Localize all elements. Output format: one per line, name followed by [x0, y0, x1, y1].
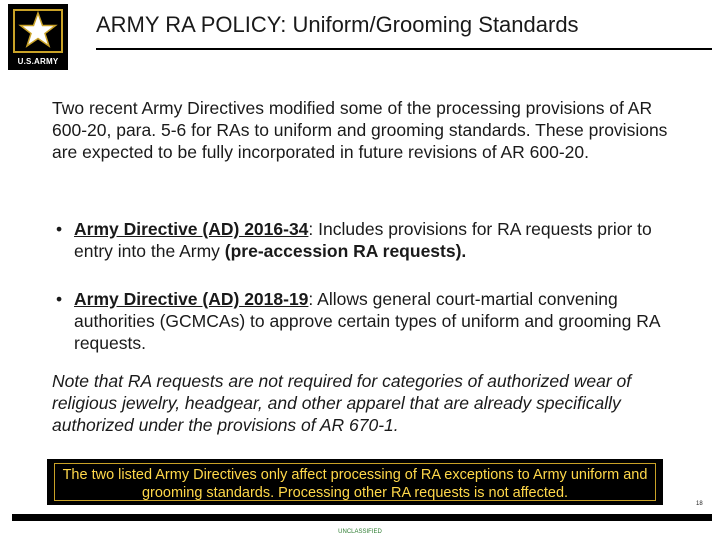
- page-title: ARMY RA POLICY: Uniform/Grooming Standards: [96, 12, 579, 37]
- footer-bar: [12, 514, 712, 521]
- star-icon: [15, 7, 61, 53]
- directive-reference: Army Directive (AD) 2016-34: [74, 219, 309, 239]
- bullet-body: : Includes provisions for RA requests prior to entry into the Army: [74, 219, 652, 261]
- bullet-text: [52, 218, 682, 262]
- bullet-item: [52, 288, 682, 354]
- bullet-text: [52, 288, 682, 354]
- bullet-item: [52, 218, 682, 262]
- logo-text: U.S.ARMY: [17, 57, 59, 66]
- note-paragraph: Note that RA requests are not required for categories of authorized wear of religious jewelry, headgear, and other apparel that are already specifically authorized under the provisions of AR 670-1.: [52, 371, 632, 435]
- army-logo: [8, 4, 68, 70]
- page-number: 18: [696, 501, 703, 507]
- bullet-emphasis: (pre-accession RA requests).: [224, 241, 467, 261]
- bullet-marker: •: [56, 289, 63, 309]
- bullet-marker: •: [56, 219, 63, 239]
- bullet-body: : Allows general court-martial convening authorities (GCMCAs) to approve certain types of uniform and grooming RA requests.: [74, 289, 660, 353]
- title-divider: [96, 48, 712, 50]
- classification-marking: UNCLASSIFIED: [338, 529, 382, 535]
- callout-box: [47, 459, 663, 505]
- directive-reference: Army Directive (AD) 2018-19: [74, 289, 309, 309]
- intro-paragraph: Two recent Army Directives modified some of the processing provisions of AR 600-20, para. 5-6 for RAs to uniform and grooming standards. These provisions are expected to be fully incorporated in future revisions of AR 600-20.: [52, 98, 668, 162]
- callout-text: The two listed Army Directives only affect processing of RA exceptions to Army uniform and grooming standards. Processing other RA requests is not affected.: [54, 463, 656, 501]
